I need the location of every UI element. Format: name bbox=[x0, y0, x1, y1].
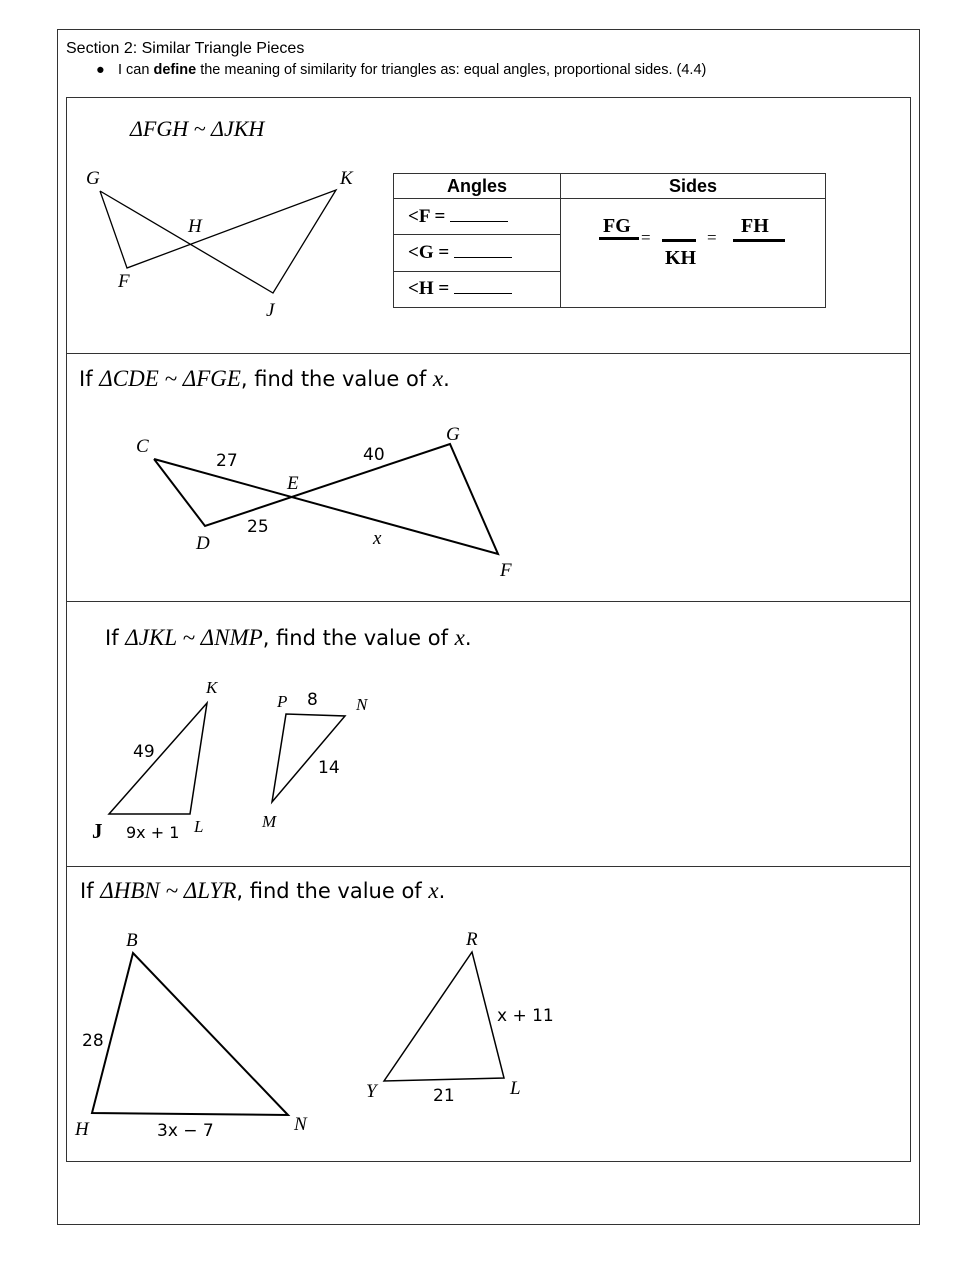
prompt-cde-fge: If ΔCDE ~ ΔFGE, find the value of x. bbox=[79, 366, 450, 391]
side-mn-value: 14 bbox=[318, 758, 340, 778]
vertex-e-label: E bbox=[287, 473, 299, 494]
sides-header: Sides bbox=[561, 174, 826, 199]
vertex-g-label: G bbox=[86, 168, 100, 189]
vertex-f-label: F bbox=[118, 271, 130, 292]
side-jl-value: 9x + 1 bbox=[126, 823, 180, 842]
side-hn-value: 3x − 7 bbox=[157, 1121, 214, 1141]
side-pn-value: 8 bbox=[307, 690, 318, 710]
learning-target: ● I can define the meaning of similarity for triangles as: equal angles, proportional sides. (4.4) bbox=[96, 62, 707, 78]
angle-f-row: <F = bbox=[394, 199, 561, 235]
equals-2: = bbox=[707, 228, 717, 247]
vertex-c-label: C bbox=[136, 436, 149, 457]
angle-g-row: <G = bbox=[394, 235, 561, 271]
vertex-j-label-2: J bbox=[92, 819, 103, 843]
var-x-label: x bbox=[373, 528, 382, 549]
vertex-r-label: R bbox=[466, 929, 478, 950]
vertex-k-label-2: K bbox=[206, 678, 218, 697]
prompt-jkl-nmp: If ΔJKL ~ ΔNMP, find the value of x. bbox=[105, 625, 472, 650]
vertex-k-label: K bbox=[340, 168, 353, 189]
vertex-l-label-2: L bbox=[510, 1078, 521, 1099]
side-fh-label: FH bbox=[741, 215, 769, 237]
side-de-value: 25 bbox=[247, 517, 269, 537]
similarity-statement: ΔFGH ~ ΔJKH bbox=[130, 116, 265, 141]
vertex-h-label: H bbox=[188, 216, 202, 237]
equals-1: = bbox=[641, 228, 651, 247]
vertex-n-label: N bbox=[356, 695, 368, 714]
section-title: Section 2: Similar Triangle Pieces bbox=[66, 40, 305, 57]
vertex-b-label: B bbox=[126, 930, 138, 951]
vertex-y-label: Y bbox=[366, 1081, 377, 1102]
vertex-f-label-2: F bbox=[500, 560, 512, 581]
vertex-h-label-2: H bbox=[75, 1119, 89, 1140]
angles-header: Angles bbox=[394, 174, 561, 199]
side-kh-label: KH bbox=[665, 247, 697, 269]
side-ce-value: 27 bbox=[216, 451, 238, 471]
prompt-hbn-lyr: If ΔHBN ~ ΔLYR, find the value of x. bbox=[80, 878, 446, 903]
bullet-icon: ● bbox=[96, 62, 105, 78]
side-fg-label: FG bbox=[603, 215, 631, 237]
side-hb-value: 28 bbox=[82, 1031, 104, 1051]
side-jk-value: 49 bbox=[133, 742, 155, 762]
vertex-n-label-2: N bbox=[294, 1114, 307, 1135]
side-rl-value: x + 11 bbox=[497, 1006, 554, 1026]
angle-h-row: <H = bbox=[394, 271, 561, 307]
vertex-d-label: D bbox=[196, 533, 210, 554]
vertex-j-label: J bbox=[266, 300, 275, 321]
side-yl-value: 21 bbox=[433, 1086, 455, 1106]
vertex-p-label: P bbox=[277, 692, 288, 711]
vertex-g-label-2: G bbox=[446, 424, 460, 445]
side-ge-value: 40 bbox=[363, 445, 385, 465]
vertex-m-label: M bbox=[262, 812, 277, 831]
vertex-l-label: L bbox=[194, 817, 204, 836]
